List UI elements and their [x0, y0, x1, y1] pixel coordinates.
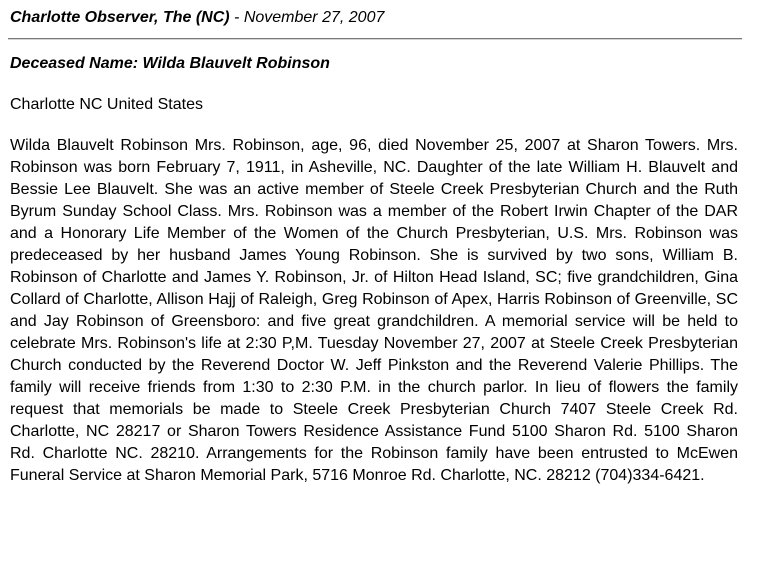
- header-separator: -: [229, 9, 244, 26]
- obituary-text: Wilda Blauvelt Robinson Mrs. Robinson, age, 96, died November 25, 2007 at Sharon Towers. Mrs. Robinson was born February 7, 1911, in Asheville, NC. Daughter of the late William H. Blauvelt and Bessie Lee Blauvelt. She was an active member of Steele Creek Presbyterian Church and the Ruth Byrum Sunday School Class. Mrs. Robinson was a member of the Robert Irwin Chapter of the DAR and a Honorary Life Member of the Women of the Church Presbyterian, U.S. Mrs. Robinson was predeceased by her husband James Young Robinson. She is survived by two sons, William B. Robinson of Charlotte and James Y. Robinson, Jr. of Hilton Head Island, SC; five grandchildren, Gina Collard of Charlotte, Allison Hajj of Raleigh, Greg Robinson of Apex, Harris Robinson of Greenville, SC and Jay Robinson of Greensboro: and five great grandchildren. A memorial service will be held to celebrate Mrs. Robinson's life at 2:30 P,M. Tuesday November 27, 2007 at Steele Creek Presbyterian Church conducted by the Reverend Doctor W. Jeff Pinkston and the Reverend Valerie Phillips. The family will receive friends from 1:30 to 2:30 P.M. in the church parlor. In lieu of flowers the family request that memorials be made to Steele Creek Presbyterian Church 7407 Steele Creek Rd. Charlotte, NC 28217 or Sharon Towers Residence Assistance Fund 5100 Sharon Rd. 5100 Sharon Rd. Charlotte NC. 28210. Arrangements for the Robinson family have been entrusted to McEwen Funeral Service at Sharon Memorial Park, 5716 Monroe Rd. Charlotte, NC. 28212 (704)334-6421.: [10, 137, 738, 484]
- publication-date: November 27, 2007: [243, 9, 385, 26]
- deceased-name: Deceased Name: Wilda Blauvelt Robinson: [10, 55, 330, 72]
- article-header: [10, 8, 384, 28]
- location-line: Charlotte NC United States: [10, 96, 203, 113]
- header-divider: [8, 38, 742, 40]
- publication-name: Charlotte Observer, The (NC): [10, 9, 230, 26]
